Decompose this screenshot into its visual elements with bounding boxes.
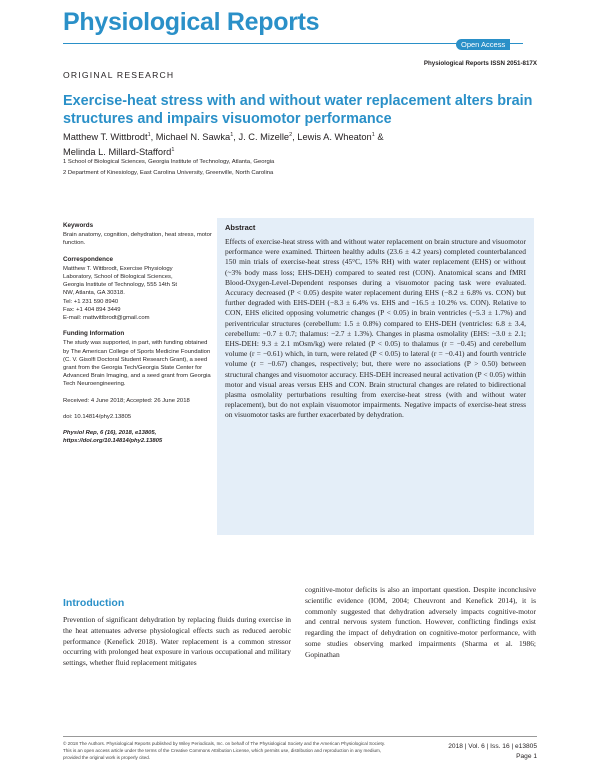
introduction-column-right: cognitive-motor deficits is also an important question. Despite inconclusive scientific evidence (IOM, 2004; Cheuvront and Kenefick 2014), it is commonly suggested that dehydration adversely impacts cognitive-motor and central nervous system function. However, conflicting findings exist regarding the impact of dehydration on cognitive-motor performance, with some studies observing marked impairments (Sharma et al. 1986; Gopinathan xyxy=(305,585,536,659)
author-name[interactable]: J. C. Mizelle xyxy=(238,132,290,143)
author-affiliation-mark: 1 xyxy=(171,146,175,153)
header-rule xyxy=(63,43,523,44)
open-access-badge: Open Access xyxy=(456,39,510,50)
doi-line[interactable]: doi: 10.14814/phy2.13805 xyxy=(63,413,132,420)
author-name[interactable]: Lewis A. Wheaton xyxy=(297,132,372,143)
funding-heading: Funding Information xyxy=(63,330,125,338)
affiliation-line: 1 School of Biological Sciences, Georgia Institute of Technology, Atlanta, Georgia xyxy=(63,159,275,165)
author-name[interactable]: Matthew T. Wittbrodt xyxy=(63,132,148,143)
correspondence-line: NW, Atlanta, GA 30318. xyxy=(63,290,125,297)
article-info-sidebar xyxy=(63,222,213,445)
keywords-text: Brain anatomy, cognition, dehydration, heat stress, motor function. xyxy=(63,232,212,247)
funding-section xyxy=(63,330,213,388)
affiliations xyxy=(63,157,523,178)
author-affiliation-mark: 1 xyxy=(230,132,234,138)
journal-logo: Physiological Reports xyxy=(63,8,320,36)
author-separator: & xyxy=(374,132,384,143)
article-type: ORIGINAL RESEARCH xyxy=(63,70,175,80)
citation-block xyxy=(63,429,213,445)
correspondence-line: Laboratory, School of Biological Sciences, xyxy=(63,274,173,281)
abstract-box xyxy=(217,218,534,535)
correspondence-fax: Fax: +1 404 894 3449 xyxy=(63,306,121,313)
page-info xyxy=(448,742,537,762)
keywords-heading: Keywords xyxy=(63,222,94,229)
author-separator: , xyxy=(292,132,298,143)
author-affiliation-mark: 1 xyxy=(371,132,375,138)
footer-rule xyxy=(63,736,537,737)
correspondence-line: Georgia Institute of Technology, 555 14th St xyxy=(63,282,178,289)
correspondence-phone: Tel: +1 231 590 8940 xyxy=(63,298,119,305)
affiliation-line: 2 Department of Kinesiology, East Carolina University, Greenville, North Carolina xyxy=(63,169,274,176)
correspondence-email[interactable]: E-mail: mattwittbrodt@gmail.com xyxy=(63,315,150,322)
issn-line: Physiological Reports ISSN 2051-817X xyxy=(423,60,537,67)
abstract-heading: Abstract xyxy=(225,223,256,232)
introduction-heading: Introduction xyxy=(63,597,125,609)
page-number: Page 1 xyxy=(516,753,537,760)
author-name[interactable]: Melinda L. Millard-Stafford xyxy=(63,146,172,157)
article-title: Exercise-heat stress with and without water replacement alters brain structures and impairs visuomotor performance xyxy=(63,93,533,127)
copyright-notice: © 2018 The Authors. Physiological Reports published by Wiley Periodicals, Inc. on behalf of The Physiological Society and the American Physiological Society. This is an open access article under the terms of the Creative Commons Attribution License, which permits use, distribution and reproduction in any medium, provided the original work is properly cited. xyxy=(63,741,386,760)
correspondence-heading: Correspondence xyxy=(63,255,114,263)
correspondence-line: Matthew T. Wittbrodt, Exercise Physiology xyxy=(63,265,173,272)
introduction-column-left: Prevention of significant dehydration by replacing fluids during exercise in the heat attenuates adverse physiological effects such as reduced aerobic performance (Kenefick 2018). Water replacement is a common stressor occurring with prolonged heat exposure in various occupational and military settings, whether fluid replacement mitigates xyxy=(63,615,291,668)
funding-text: The study was supported, in part, with funding obtained by The American College of Sports Medicine Foundation (C. V. Gisolfi Doctoral Student Research Grant), a seed grant from the Georgia Tech/Georgia State Center for Advanced Brain Imaging, and a seed grant from Georgia Tech Neuroengineering. xyxy=(63,340,211,388)
author-separator: , xyxy=(233,132,239,143)
keywords-section xyxy=(63,222,213,248)
author-list xyxy=(63,129,513,158)
author-affiliation-mark: 2 xyxy=(289,132,293,138)
received-dates: Received: 4 June 2018; Accepted: 26 June 2018 xyxy=(63,397,190,404)
correspondence-section xyxy=(63,256,213,323)
issue-info: 2018 | Vol. 6 | Iss. 16 | e13805 xyxy=(448,743,537,750)
author-name[interactable]: Michael N. Sawka xyxy=(155,132,231,143)
citation-doi-link[interactable]: https://doi.org/10.14814/phy2.13805 xyxy=(63,438,163,445)
author-separator: , xyxy=(150,132,156,143)
citation-line: Physiol Rep, 6 (16), 2018, e13805, xyxy=(63,430,157,437)
abstract-text: Effects of exercise-heat stress with and without water replacement on brain structure and visuomotor performance were examined. Thirteen healthy adults (23.6 ± 4.2 years) completed counterbalanced 150 min trials of exercise-heat stress (45°C, 15% RH) with water replacement (EHS) or without (~3% body mass loss; EHS-DEH) compared to seated rest (CON). Anatomical scans and fMRI Blood-Oxygen-Level-Dependent responses during a visuomotor pacing task were evaluated. Accuracy decreased (P < 0.05) despite water replacement during EHS (−8.2 ± 6.8% vs. CON) but further degraded with EHS-DEH (−8.3 ± 6.4% vs. EHS and −16.5 ± 10.2% vs. CON). Relative to CON, EHS elicited opposing volumetric changes (P < 0.05) in brain ventricles (−5.3 ± 1.7%) and periventricular structures (cerebellum: 1.5 ± 0.8%) compared to EHS-DEH (ventricles: 6.8 ± 3.4, cerebellum: −0.7 ± 0.7; thalamus: −2.7 ± 1.3%). Changes in plasma osmolality (EHS: −3.0 ± 2.1; EHS-DEH: 9.3 ± 2.1 mOsm/kg) were related (P < 0.05) to thalamus (r = −0.45) and cerebellum volume (r = −0.61) which, in turn, were related (P < 0.05) to lateral (r = −0.41) and fourth ventricle volume (r = −0.67) changes, respectively; but, there were no associations (P > 0.50) between structural changes and visuomotor accuracy. EHS-DEH increased neural activation (P < 0.05) within motor and visual areas versus EHS and CON. Brain structural changes are related to bidirectional plasma osmolality perturbations resulting from exercise-heat stress (with and without water replacement), but do not explain visuomotor impairments. Negative impacts of exercise-heat stress on visuomotor tasks are further exacerbated by dehydration. xyxy=(225,237,526,420)
author-affiliation-mark: 1 xyxy=(147,132,151,138)
